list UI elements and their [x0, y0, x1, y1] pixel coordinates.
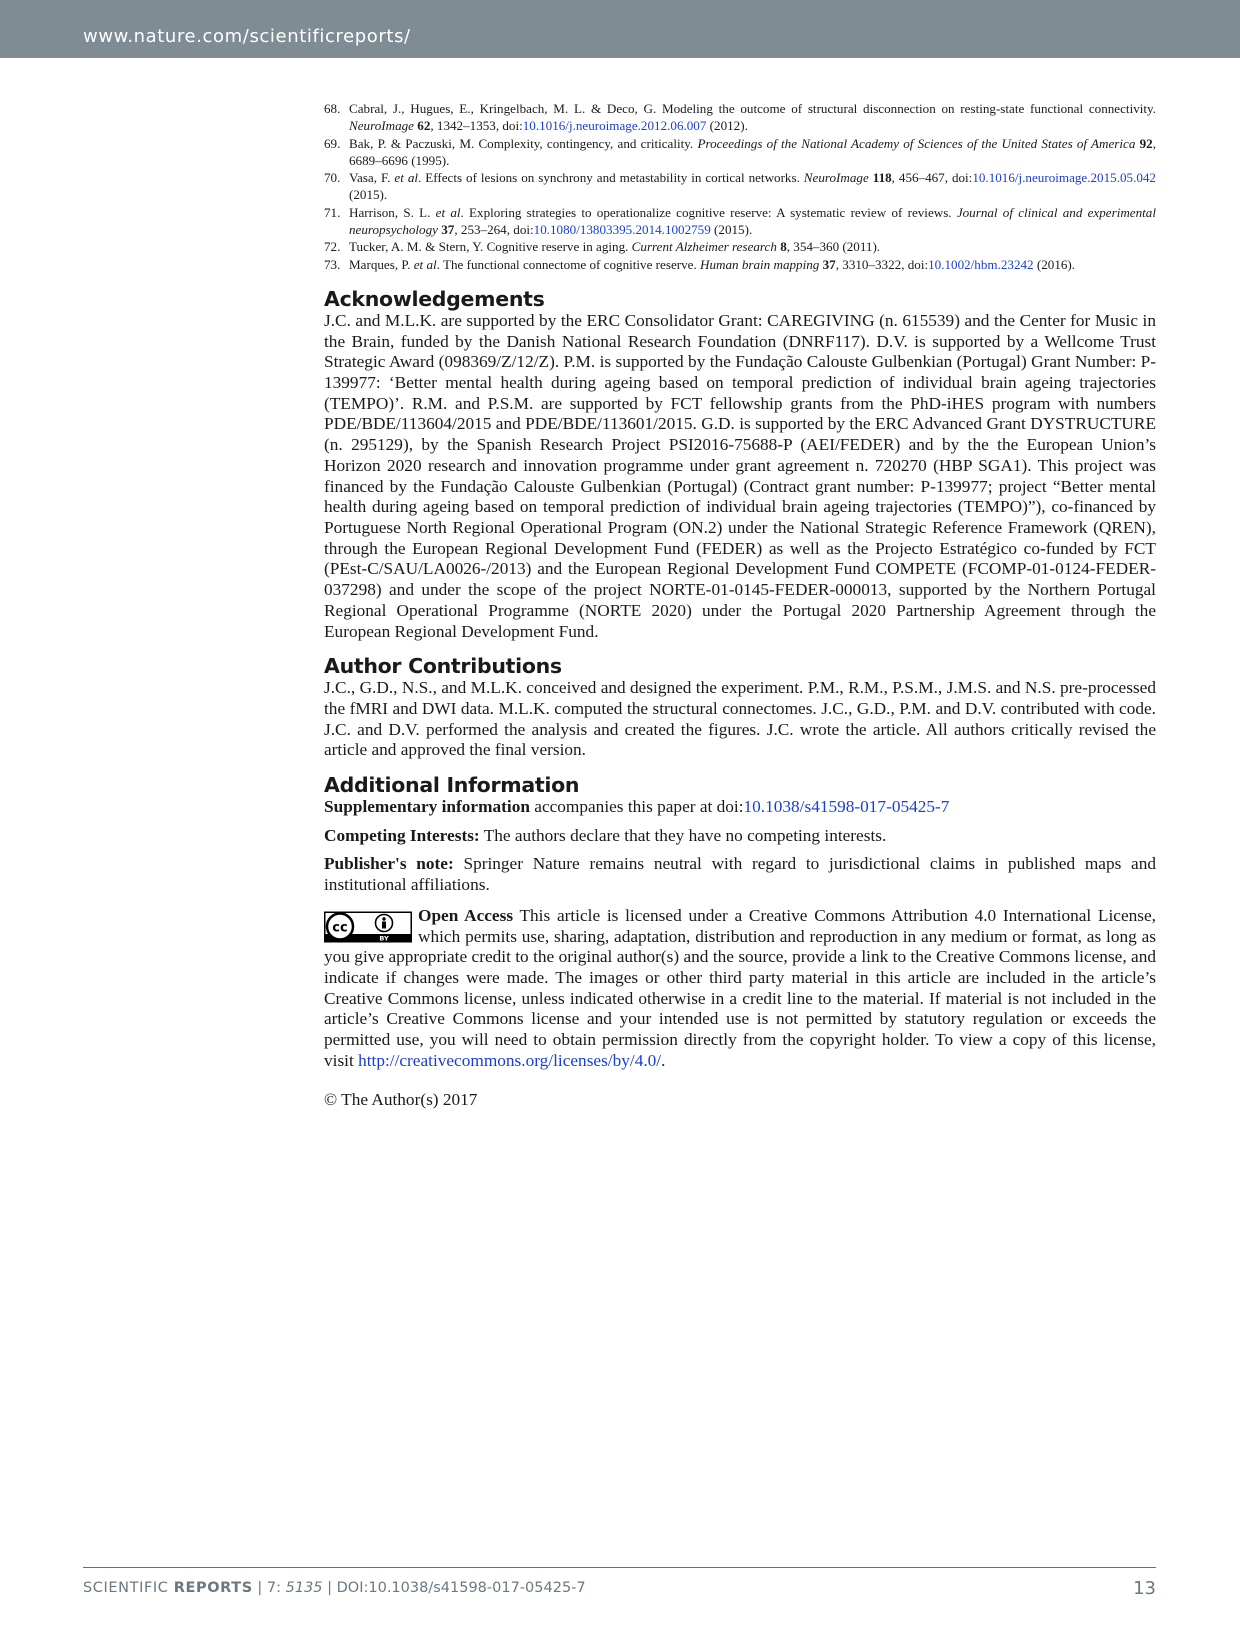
open-access-label: Open Access	[418, 905, 514, 925]
reference-etal: et al	[435, 204, 461, 220]
open-access-body: This article is licensed under a Creative Commons Attribution 4.0 International License, which permits use, sharing, adaptation, distribution and reproduction in any medium or format, as long as you give appropriate credit to the original author(s) and the source, provide a link to the Creative Commons license, and indicate if changes were made. The images or other third party material in this article are included in the article’s Creative Commons license, unless indicated otherwise in a credit line to the material. If material is not included in the article’s Creative Commons license and your intended use is not permitted by statutory regulation or exceeds the permitted use, you will need to obtain permission directly from the copyright holder. To view a copy of this license, visit	[324, 905, 1156, 1070]
reference-doi-link[interactable]: 10.1016/j.neuroimage.2015.05.042	[972, 170, 1156, 186]
reference-volume: 37	[822, 256, 836, 272]
reference-volume: 62	[417, 118, 431, 134]
publishers-note-label: Publisher's note:	[324, 854, 454, 874]
reference-journal: NeuroImage	[803, 170, 869, 186]
copyright-notice: © The Author(s) 2017	[324, 1090, 478, 1110]
reference-year: (2016).	[1033, 256, 1076, 272]
reference-pages: , 253–264, doi:	[454, 222, 534, 238]
reference-journal: Current Alzheimer research	[631, 239, 777, 255]
reference-journal: Proceedings of the National Academy of Sciences of the United States of America	[697, 135, 1136, 151]
open-access-text	[324, 906, 1156, 1072]
competing-interests-text: The authors declare that they have no competing interests.	[479, 825, 887, 845]
page-number: 13	[1133, 1578, 1156, 1599]
reference-number: 73.	[324, 256, 341, 272]
reference-text: Bak, P. & Paczuski, M. Complexity, contingency, and criticality.	[349, 135, 698, 151]
footer-doi: | DOI:10.1038/s41598-017-05425-7	[322, 1580, 586, 1596]
by-letters: BY	[379, 934, 389, 943]
supplementary-information	[324, 797, 1156, 818]
reference-journal: Human brain mapping	[700, 256, 820, 272]
reference-title: . The functional connectome of cognitive reserve.	[436, 256, 701, 272]
reference-list	[324, 100, 1156, 273]
additional-information-heading: Additional Information	[324, 773, 580, 798]
reference-item	[324, 256, 1156, 273]
footer-volume: | 7:	[252, 1580, 286, 1596]
reference-text: Vasa, F.	[349, 170, 395, 186]
journal-name-light: SCIENTIFIC	[83, 1580, 169, 1596]
publishers-note-text: Springer Nature remains neutral with regard to jurisdictional claims in published maps and institutional affiliations.	[324, 854, 1156, 895]
reference-item	[324, 238, 1156, 255]
reference-etal: et al	[394, 170, 419, 186]
reference-number: 70.	[324, 170, 341, 186]
journal-name	[83, 1580, 253, 1596]
reference-volume: 37	[441, 222, 455, 238]
reference-number: 71.	[324, 204, 341, 220]
acknowledgements-heading: Acknowledgements	[324, 286, 545, 311]
reference-text: Tucker, A. M. & Stern, Y. Cognitive reserve in aging.	[349, 239, 632, 255]
reference-pages: , 6689–6696 (1995).	[349, 135, 1156, 168]
author-contributions-text: J.C., G.D., N.S., and M.L.K. conceived and designed the experiment. P.M., R.M., P.S.M., J.M.S. and N.S. pre-processed the fMRI and DWI data. M.L.K. computed the structural connectomes. J.C., G.D., P.M. and D.V. contributed with code. J.C. and D.V. performed the analysis and created the figures. J.C. wrote the article. All authors critically revised the article and approved the final version.	[324, 678, 1156, 760]
reference-etal: et al	[413, 256, 437, 272]
reference-number: 68.	[324, 101, 341, 116]
reference-year: (2015).	[349, 187, 388, 203]
competing-interests-label: Competing Interests:	[324, 825, 480, 845]
reference-year: (2015).	[710, 222, 753, 238]
reference-volume: 92	[1139, 135, 1153, 151]
journal-url[interactable]: www.nature.com/scientificreports/	[83, 26, 411, 47]
reference-item	[324, 169, 1156, 204]
reference-journal: Journal of clinical and experimental neuropsychology	[349, 204, 1156, 238]
reference-pages: , 456–467, doi:	[891, 170, 973, 186]
reference-title: . Exploring strategies to operationalize cognitive reserve: A systematic review of reviews.	[460, 204, 957, 220]
reference-journal: NeuroImage	[349, 118, 414, 134]
reference-text: Harrison, S. L.	[349, 204, 436, 220]
competing-interests	[324, 826, 1156, 847]
journal-name-bold: REPORTS	[173, 1580, 253, 1596]
author-contributions-heading: Author Contributions	[324, 654, 562, 679]
additional-information-section	[324, 773, 1156, 1111]
reference-doi-link[interactable]: 10.1016/j.neuroimage.2012.06.007	[522, 118, 707, 134]
cc-by-license-icon	[324, 911, 412, 943]
reference-item	[324, 100, 1156, 135]
footer-article-number: 5135	[285, 1580, 323, 1596]
header-bar	[0, 0, 1240, 58]
reference-item	[324, 135, 1156, 170]
reference-volume: 8	[780, 239, 787, 255]
reference-pages: , 354–360 (2011).	[786, 239, 881, 255]
reference-text: Cabral, J., Hugues, E., Kringelbach, M. L. & Deco, G. Modeling the outcome of structural disconnection on resting-state functional connectivity.	[349, 101, 1156, 116]
acknowledgements-section	[324, 287, 1156, 642]
reference-number: 69.	[324, 135, 341, 151]
reference-volume: 118	[872, 170, 892, 186]
footer-citation	[83, 1580, 586, 1596]
reference-number: 72.	[324, 239, 341, 255]
license-link[interactable]: http://creativecommons.org/licenses/by/4.0/	[358, 1050, 662, 1070]
open-access-block	[324, 906, 1156, 1072]
supplementary-text: accompanies this paper at doi:	[529, 797, 744, 817]
page-content	[324, 100, 1156, 1111]
reference-year: (2012).	[706, 118, 748, 134]
open-access-end: .	[661, 1050, 666, 1070]
reference-text: Marques, P.	[349, 256, 414, 272]
reference-title: . Effects of lesions on synchrony and metastability in cortical networks.	[418, 170, 804, 186]
footer-divider	[83, 1567, 1156, 1568]
reference-doi-link[interactable]: 10.1002/hbm.23242	[928, 256, 1034, 272]
publishers-note	[324, 854, 1156, 895]
cc-letters: cc	[332, 920, 348, 936]
reference-pages: , 1342–1353, doi:	[430, 118, 523, 134]
reference-doi-link[interactable]: 10.1080/13803395.2014.1002759	[533, 222, 711, 238]
acknowledgements-text: J.C. and M.L.K. are supported by the ERC Consolidator Grant: CAREGIVING (n. 615539) and the Center for Music in the Brain, funded by the Danish National Research Foundation (DNRF117). D.V. is supported by a Wellcome Trust Strategic Award (098369/Z/12/Z). P.M. is supported by the Fundação Calouste Gulbenkian (Portugal) Grant Number: P-139977: ‘Better mental health during ageing based on temporal prediction of individual brain ageing trajectories (TEMPO)’. R.M. and P.S.M. are supported by FCT fellowship grants from the PhD-iHES program with numbers PDE/BDE/113604/2015 and PDE/BDE/113601/2015. G.D. is supported by the ERC Advanced Grant DYSTRUCTURE (n. 295129), by the Spanish Research Project PSI2016-75688-P (AEI/FEDER) and by the the European Union’s Horizon 2020 research and innovation programme under grant agreement n. 720270 (HBP SGA1). This project was financed by the Fundação Calouste Gulbenkian (Portugal) (Contract grant number: P-139977; project “Better mental health during ageing based on temporal prediction of individual brain ageing trajectories (TEMPO)”), co-financed by Portuguese North Regional Operational Program (ON.2) under the National Strategic Reference Framework (QREN), through the European Regional Development Fund (FEDER) as well as the Projecto Estratégico co-funded by FCT (PEst-C/SAU/LA0026-/2013) and the European Regional Development Fund COMPETE (FCOMP-01-0124-FEDER-037298) and under the scope of the project NORTE-01-0145-FEDER-000013, supported by the Northern Portugal Regional Operational Programme (NORTE 2020) under the Portugal 2020 Partnership Agreement through the European Regional Development Fund.	[324, 310, 1156, 641]
reference-item	[324, 204, 1156, 239]
reference-pages: , 3310–3322, doi:	[835, 256, 929, 272]
supplementary-doi-link[interactable]: 10.1038/s41598-017-05425-7	[743, 797, 950, 817]
supplementary-label: Supplementary information	[324, 797, 530, 817]
author-contributions-section	[324, 654, 1156, 761]
